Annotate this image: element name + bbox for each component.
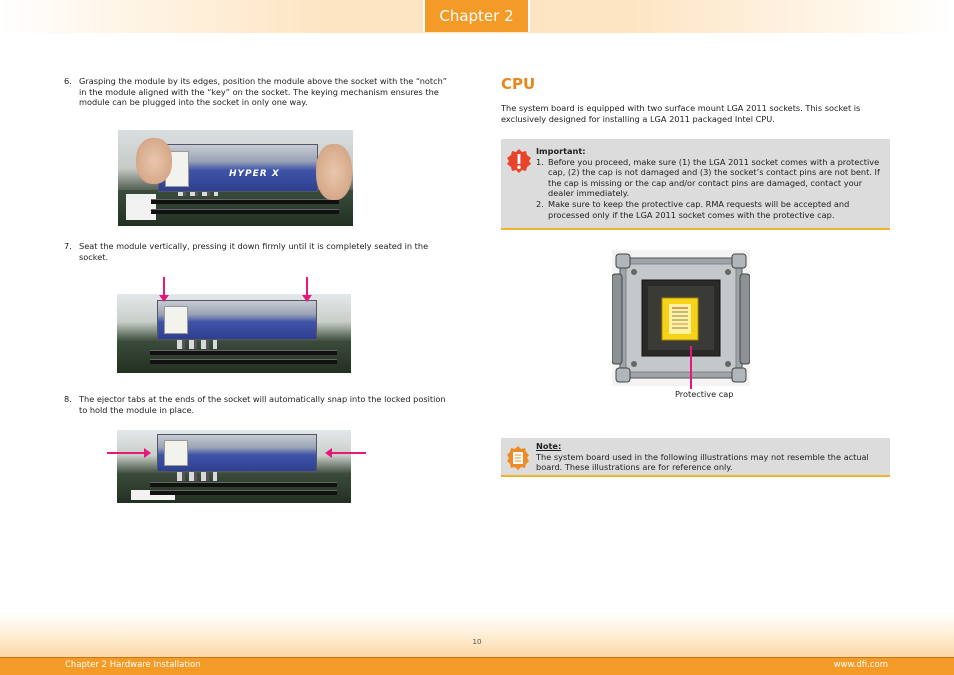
step-number: 8. [64,394,72,404]
callout-line [690,346,692,389]
step-8 [64,394,454,415]
step-text: Grasping the module by its edges, position the module above the socket with the “notch” in the module aligned with the “key” on the socket. The keying mechanism ensures the module can be plugged into the socket in only one way. [79,76,448,108]
note-icon [507,446,529,470]
item-text: Before you proceed, make sure (1) the LGA 2011 socket comes with a protective cap, (2) the cap is not damaged and (3) the socket’s contact pins are not bent. If the cap is missing or the cap and/or contact pins are damaged, contact your dealer immediately. [548,156,880,199]
ejector-arrow-right [332,452,366,454]
important-item [536,199,888,220]
step-number: 7. [64,241,72,251]
footer-website-link[interactable]: www.dfi.com [833,660,888,670]
footer-chapter-title: Chapter 2 Hardware Installation [65,660,201,670]
press-down-arrow-left [163,277,165,296]
important-box [501,139,890,230]
note-text: The system board used in the following illustrations may not resemble the actual board. These illustrations are for reference only. [536,451,869,473]
item-text: Make sure to keep the protective cap. RMA requests will be accepted and processed only if the LGA 2011 socket comes with the protective cap. [548,198,850,220]
step-text: The ejector tabs at the ends of the socket will automatically snap into the locked position to hold the module in place. [79,394,446,415]
important-item [536,157,888,199]
section-title: CPU [501,75,536,93]
step-number: 6. [64,76,72,86]
ejector-arrow-left [107,452,144,454]
page-number: 10 [472,638,482,646]
step-6 [64,76,454,108]
note-title: Note: [536,441,562,451]
lga2011-socket-illustration [612,250,750,386]
chapter-tab: Chapter 2 [423,0,530,32]
step-7 [64,241,454,262]
press-down-arrow-right [306,277,308,296]
section-intro: The system board is equipped with two surface mount LGA 2011 sockets. This socket is exclusively designed for installing a LGA 2011 packaged Intel CPU. [501,103,861,124]
module-logo-text: HYPER X [229,169,280,179]
note-box [501,438,890,477]
step-text: Seat the module vertically, pressing it down firmly until it is completely seated in the socket. [79,241,429,262]
photo-module-align [118,130,353,226]
photo-module-seat [117,294,351,373]
protective-cap-label: Protective cap [675,389,734,399]
photo-module-locked [117,430,351,503]
important-title: Important: [536,146,586,156]
item-number: 1. [536,156,544,167]
item-number: 2. [536,198,544,209]
warning-icon [507,149,531,173]
footer-gradient [0,612,954,657]
